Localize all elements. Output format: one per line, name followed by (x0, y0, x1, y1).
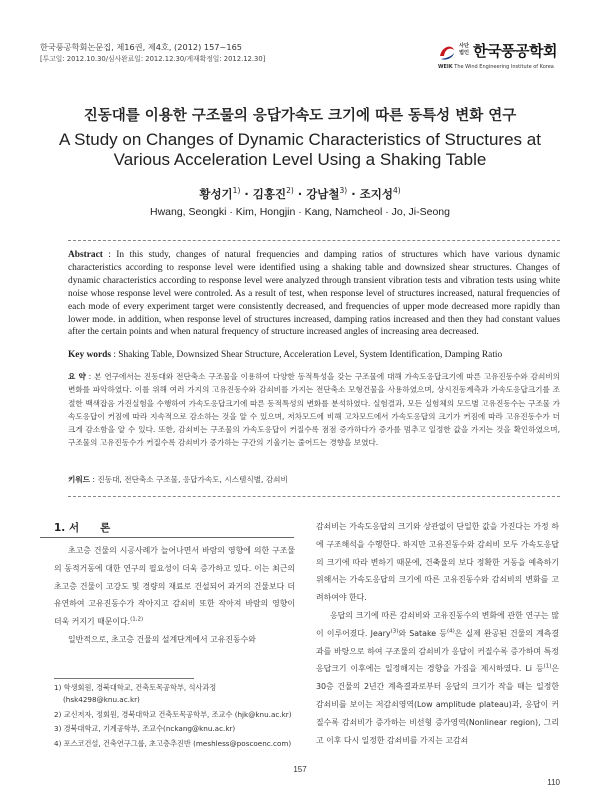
body-paragraph: 일반적으로, 초고층 건물의 설계단계에서 고유진동수와 (68, 634, 256, 644)
journal-citation: 한국풍공학회논문집, 제16권, 제4호, (2012) 157~165 (40, 42, 243, 52)
journal-page-number: 157 (293, 765, 307, 774)
body-paragraph: 감쇠비는 가속도응답의 크기와 상관없이 단일한 값을 가진다는 가정 하에 구조해석을 수행한다. 하지만 고유진동수와 감쇠비 모두 가속도응답의 크기에 따라 변하기 때문에, 건축물의 보다 정확한 거동을 예측하기 위해서는 가속도응답의 크기에 따른 고유진동수와 감쇠비의 변화를 고려하여야 한다. (316, 522, 559, 603)
divider-bottom (68, 496, 560, 497)
author-sep: · (293, 187, 307, 201)
body-column-right (316, 518, 559, 749)
citation-mark: (4) (446, 628, 455, 635)
abstract-text: : In this study, changes of natural frequencies and damping ratios of structures which have various dynamic characteristics according to response level were identified using a shaking table and downsized shear structures. Changes of dynamic characteristics according to response level were analyzed through transient vibration tests and vibration tests using white noise whose response level were controled. As a result of test, when response level of structures increased, natural frequencies of each mode of every experiment target were consistently decreased, and frequencies of upper mode decreased more rapidly than lower mode. in addition, when response level of structures increased, damping ratios increased and then they had constant values after the certain points and when natural frequency of structure increased angles of increasing area decreased. (68, 250, 560, 338)
authors-english: Hwang, Seongki · Kim, Hongjin · Kang, Namcheol · Jo, Ji-Seong (150, 206, 450, 218)
footnote: 2) 교신저자, 정회원, 경북대학교 건축토목공학부, 조교수 (hjk@knu.ac.kr) (54, 709, 292, 719)
abstract-label: Abstract (68, 250, 103, 260)
footnotes (54, 682, 295, 752)
keywords-label: Key words (68, 350, 111, 360)
citation-mark: (1,2) (130, 616, 144, 623)
divider-top (68, 240, 560, 241)
wind-swirl-icon (438, 42, 456, 62)
korean-abstract-label: 요 약 (68, 372, 86, 381)
author-name: 김홍진 (252, 187, 287, 201)
logo-sub-abbr: WEIK (438, 64, 453, 70)
logo-sub-full: The Wind Engineering Institute of Korea (454, 64, 554, 70)
body-column-left (54, 542, 295, 649)
citation-mark: (1) (543, 663, 552, 670)
author-name: 황성기 (199, 187, 233, 201)
footnote: 1) 학생회원, 경북대학교, 건축토목공학부, 석사과정 (hsk4298@knu.ac.kr) (54, 683, 217, 705)
keywords-korean-text: : 진동대, 전단축소 구조물, 응답가속도, 시스템식별, 감쇠비 (90, 475, 288, 484)
author-affil-mark: 4) (392, 186, 401, 196)
body-text: 은 실제 완공된 건물의 계측결과를 바탕으로 하여 구조물의 감쇠비가 응답이 커질수록 증가하며 특정 응답크기 이후에는 일정해지는 경향을 가짐을 제시하였다. Li 등 (316, 628, 559, 674)
citation-mark: (3) (390, 628, 399, 635)
abstract (68, 249, 560, 339)
society-logo (438, 40, 568, 74)
keywords (68, 349, 560, 362)
author-affil-mark: 2) (286, 186, 294, 196)
title-korean: 진동대를 이용한 구조물의 응답가속도 크기에 따른 동특성 변화 연구 (83, 108, 517, 124)
author-affil-mark: 1) (232, 186, 241, 196)
body-paragraph (316, 607, 559, 749)
korean-abstract-text: : 본 연구에서는 진동대와 전단축소 구조물을 이용하여 다양한 동적특성을 갖는 구조물에 대해 가속도응답크기에 따른 고유진동수와 감쇠비의 변화를 파악하였다. 이를 위해 여러 가지의 고유진동수와 감쇠비를 가지는 전단축소 모형건물을 사용하였으며, 상시진동계측과 가속도응답크기를 조절한 백색잡음 가진실험을 수행하여 가속도응답크기에 따른 동적특성의 변화를 분석하였다. 실험결과, 모든 실험체의 모드별 고유진동수는 구조물 가속도응답이 커짐에 따라 지속적으로 감소하는 것을 알 수 있으며, 저차모드에 비해 고차모드에서 가속도응답의 크기가 커짐에 따라 고유진동수가 더 크게 감소함을 알 수 있다. 또한, 감쇠비는 구조물의 가속도응답이 커질수록 점점 증가하다가 증가를 멈추고 일정한 값을 가지는 것을 확인하였으며, 구조물의 고유진동수가 커질수록 감쇠비가 증가하는 구간의 기울기는 줄어드는 경향을 보였다. (68, 372, 560, 448)
author-affil-mark: 3) (339, 186, 348, 196)
keywords-text: : Shaking Table, Downsized Shear Structure, Acceleration Level, System Identification, Damping Ratio (110, 350, 503, 360)
author-sep: · (347, 187, 360, 201)
section-heading: 1. 서 론 (54, 522, 111, 534)
logo-subtitle (438, 64, 554, 70)
title-english: A Study on Changes of Dynamic Characteristics of Structures at Various Acceleration Level Using a Shaking Table (59, 130, 541, 169)
korean-abstract (68, 370, 560, 450)
footnote: 4) 포스코건설, 건축연구그룹, 초고층추진반 (meshless@poscoenc.com) (54, 738, 292, 748)
body-text: 은 30층 건물의 2년간 계측결과로부터 응답의 크기가 작을 때는 일정한 감쇠비를 보이는 저감쇠영역(Low amplitude plateau)과, 응답이 커질수록 감쇠비가 증가하는 비선형 증가영역(Nonlinear region), 그리고 이후 다시 일정한 감쇠비를 가지는 고감쇠 (316, 664, 559, 745)
author-name: 조지성 (359, 187, 393, 201)
logo-society-name: 한국풍공학회 (473, 42, 557, 60)
keywords-korean-label: 키워드 (68, 475, 91, 484)
authors-korean (0, 186, 600, 202)
section-rule (40, 537, 294, 538)
footnote-rule (54, 678, 194, 679)
author-name: 강남철 (306, 187, 340, 201)
logo-small-text: 사단법인 (459, 43, 470, 56)
footnote: 3) 경북대학교, 기계공학부, 조교수(nckang@knu.ac.kr) (54, 724, 236, 734)
body-text: 와 Satake 등 (398, 628, 447, 638)
body-text: 초고층 건물의 시공사례가 늘어나면서 바람의 영향에 의한 구조물의 동적거동에 대한 연구의 필요성이 더욱 증가하고 있다. 이는 최근의 초고층 건물이 고강도 및 경량의 재료로 건설되어 과거의 건물보다 더 유연하여 고유진동수가 작아지고 감쇠비 또한 작아져 바람의 영향이 더욱 커지기 때문이다. (54, 546, 295, 627)
body-paragraph (54, 542, 295, 631)
keywords-korean (68, 473, 560, 486)
author-sep: · (240, 187, 253, 201)
submission-dates: [투고일: 2012.10.30/심사완료일: 2012.12.30/게재확정일: 2012.12.30] (40, 55, 266, 63)
journal-header (40, 41, 265, 65)
pdf-page-number: 110 (547, 778, 560, 787)
body-text: 응답의 크기에 따른 감쇠비와 고유진동수의 변화에 관한 연구는 많이 이루어졌다. Jeary (316, 610, 559, 638)
